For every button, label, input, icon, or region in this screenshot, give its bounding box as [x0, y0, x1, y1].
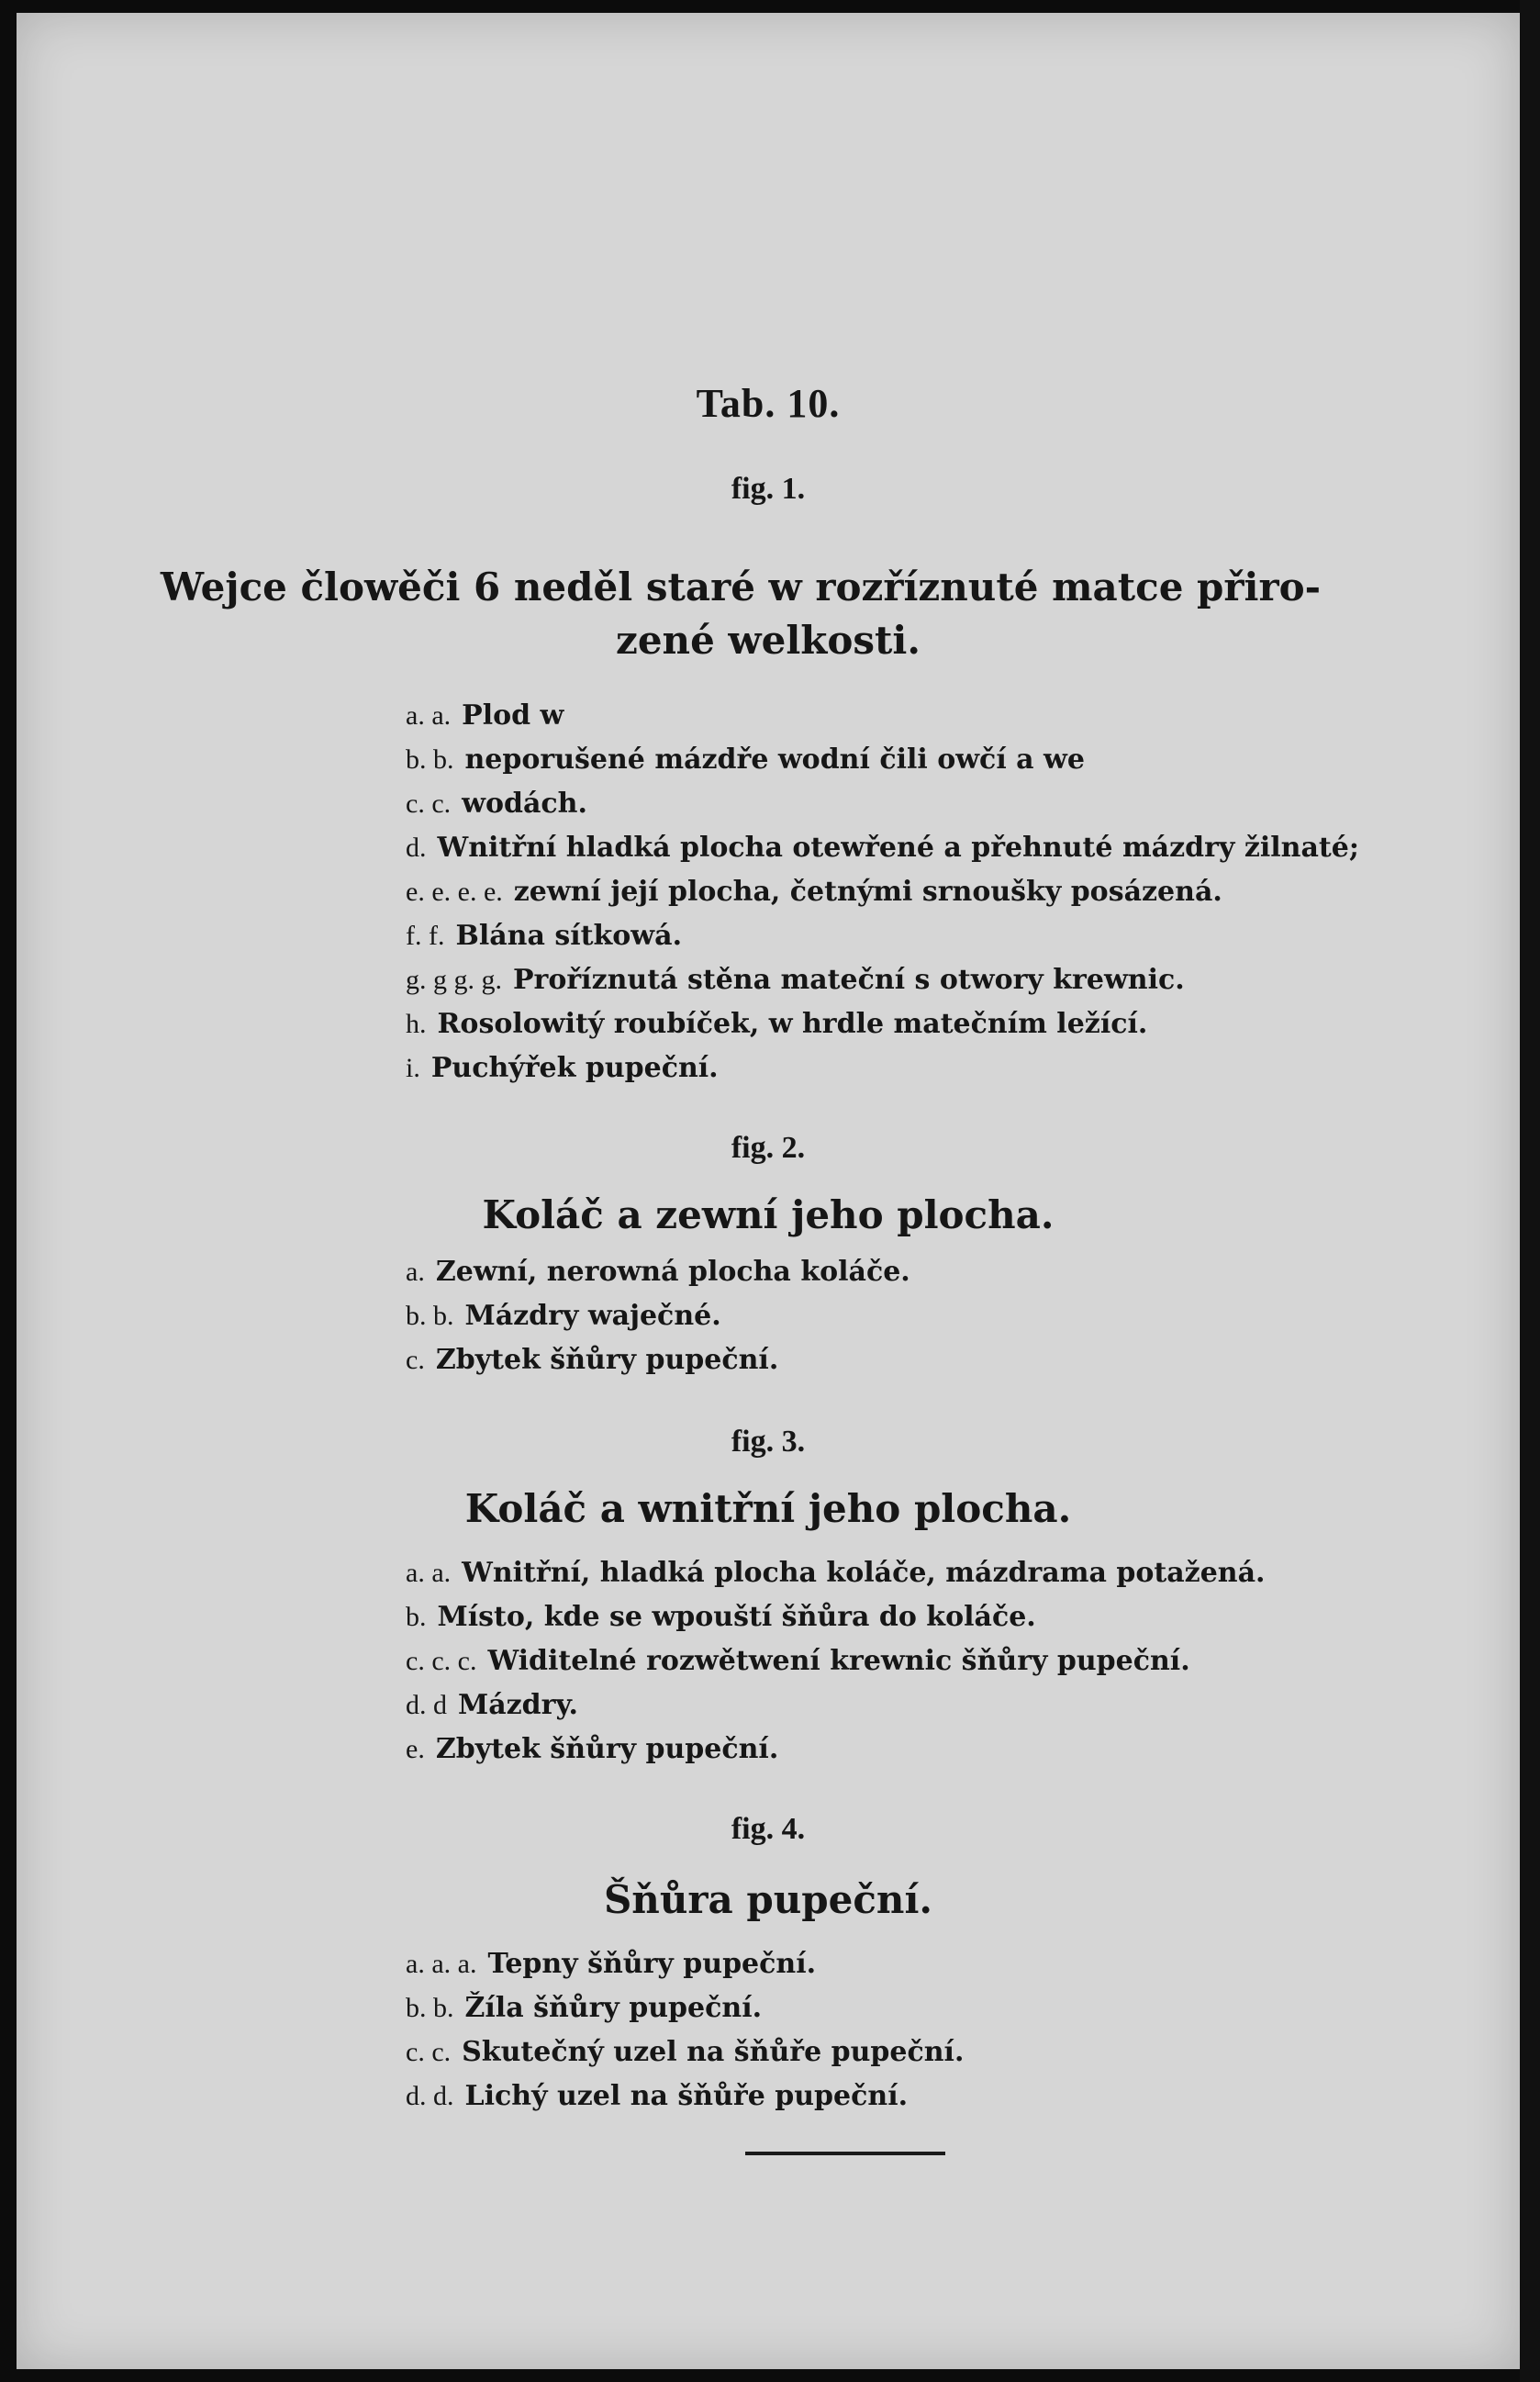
item-label: e. e. e. e. — [406, 877, 503, 907]
figure-1-item — [406, 1052, 719, 1084]
figure-4-item — [406, 2080, 908, 2112]
figure-1-item — [406, 699, 564, 732]
figure-3-item — [406, 1645, 1190, 1677]
figure-3-item — [406, 1601, 1036, 1633]
item-text: Mázdry. — [458, 1689, 578, 1721]
item-text: Místo, kde se wpouští šňůra do koláče. — [437, 1601, 1036, 1633]
item-label: g. g g. g. — [406, 965, 502, 995]
item-text: Mázdry waječné. — [464, 1300, 721, 1332]
figure-4-heading: Šňůra pupeční. — [603, 1877, 933, 1922]
item-text: Zewní, nerowná plocha koláče. — [435, 1256, 910, 1288]
figure-1-item — [406, 920, 682, 952]
figure-1-item — [406, 788, 587, 820]
figure-4-item — [406, 1948, 816, 1980]
figure-1-item — [406, 744, 1085, 776]
figure-3-item — [406, 1733, 778, 1765]
item-text: Proříznutá stěna mateční s otwory krewnic. — [513, 964, 1185, 996]
figure-1-item — [406, 832, 1359, 864]
figure-2-heading: Koláč a zewní jeho plocha. — [482, 1192, 1055, 1237]
item-text: Skutečný uzel na šňůře pupeční. — [462, 2036, 965, 2068]
item-label: c. c. — [406, 788, 452, 819]
item-text: neporušené mázdře wodní čili owčí a we — [464, 744, 1085, 776]
item-label: b. b. — [406, 1993, 454, 2023]
item-text: Tepny šňůry pupeční. — [487, 1948, 817, 1980]
figure-1-heading-line-2: zené welkosti. — [615, 618, 921, 663]
figure-1-item — [406, 1008, 1147, 1040]
item-text: Rosolowitý roubíček, w hrdle matečním ležící. — [437, 1008, 1148, 1040]
closing-rule — [745, 2152, 945, 2155]
item-text: Plod w — [462, 699, 564, 732]
item-label: a. — [406, 1257, 425, 1287]
figure-2-label: fig. 2. — [731, 1131, 806, 1165]
scan-edge — [1520, 0, 1540, 2382]
figure-4-item — [406, 1992, 762, 2024]
item-text: Wnitřní hladká plocha otewřené a přehnuté mázdry žilnaté; — [437, 832, 1359, 864]
item-text: Zbytek šňůry pupeční. — [435, 1344, 779, 1376]
figure-3-item — [406, 1557, 1265, 1589]
item-text: Blána sítkowá. — [455, 920, 683, 952]
page-title: Tab. 10. — [696, 381, 841, 426]
item-label: c. c. — [406, 2037, 452, 2067]
item-text: Žíla šňůry pupeční. — [464, 1992, 763, 2024]
figure-1-item — [406, 876, 1222, 908]
figure-1-item — [406, 964, 1185, 996]
figure-2-item — [406, 1344, 778, 1376]
book-page — [17, 13, 1520, 2369]
figure-2-item — [406, 1256, 910, 1288]
item-text: Puchýřek pupeční. — [430, 1052, 719, 1084]
item-label: d. d. — [406, 2081, 454, 2111]
item-label: e. — [406, 1734, 425, 1764]
page-content — [17, 13, 1520, 2369]
item-label: f. f. — [406, 921, 445, 951]
figure-2-item — [406, 1300, 721, 1332]
item-text: Lichý uzel na šňůře pupeční. — [464, 2080, 909, 2112]
item-text: zewní její plocha, četnými srnoušky posázená. — [513, 876, 1222, 908]
item-text: Zbytek šňůry pupeční. — [435, 1733, 779, 1765]
item-label: a. a. — [406, 700, 452, 731]
item-label: b. — [406, 1602, 427, 1632]
figure-1-label: fig. 1. — [731, 472, 806, 506]
figure-3-heading: Koláč a wnitřní jeho plocha. — [464, 1486, 1072, 1531]
item-label: h. — [406, 1009, 427, 1039]
figure-4-label: fig. 4. — [731, 1812, 806, 1846]
figure-1-heading-line-1: Wejce člowěči 6 neděl staré w rozříznuté matce přiro- — [160, 565, 1322, 609]
figure-4-item — [406, 2036, 964, 2068]
item-label: i. — [406, 1053, 420, 1083]
item-label: a. a. — [406, 1558, 452, 1588]
item-text: Widitelné rozwětwení krewnic šňůry pupeční. — [487, 1645, 1190, 1677]
figure-3-item — [406, 1689, 578, 1721]
item-label: c. c. c. — [406, 1646, 477, 1676]
item-label: b. b. — [406, 744, 454, 775]
item-label: d. — [406, 833, 427, 863]
item-label: c. — [406, 1345, 425, 1375]
item-label: b. b. — [406, 1301, 454, 1331]
item-label: a. a. a. — [406, 1949, 477, 1979]
item-text: wodách. — [462, 788, 587, 820]
item-text: Wnitřní, hladká plocha koláče, mázdrama potažená. — [462, 1557, 1266, 1589]
figure-3-label: fig. 3. — [731, 1425, 806, 1459]
item-label: d. d — [406, 1690, 447, 1720]
